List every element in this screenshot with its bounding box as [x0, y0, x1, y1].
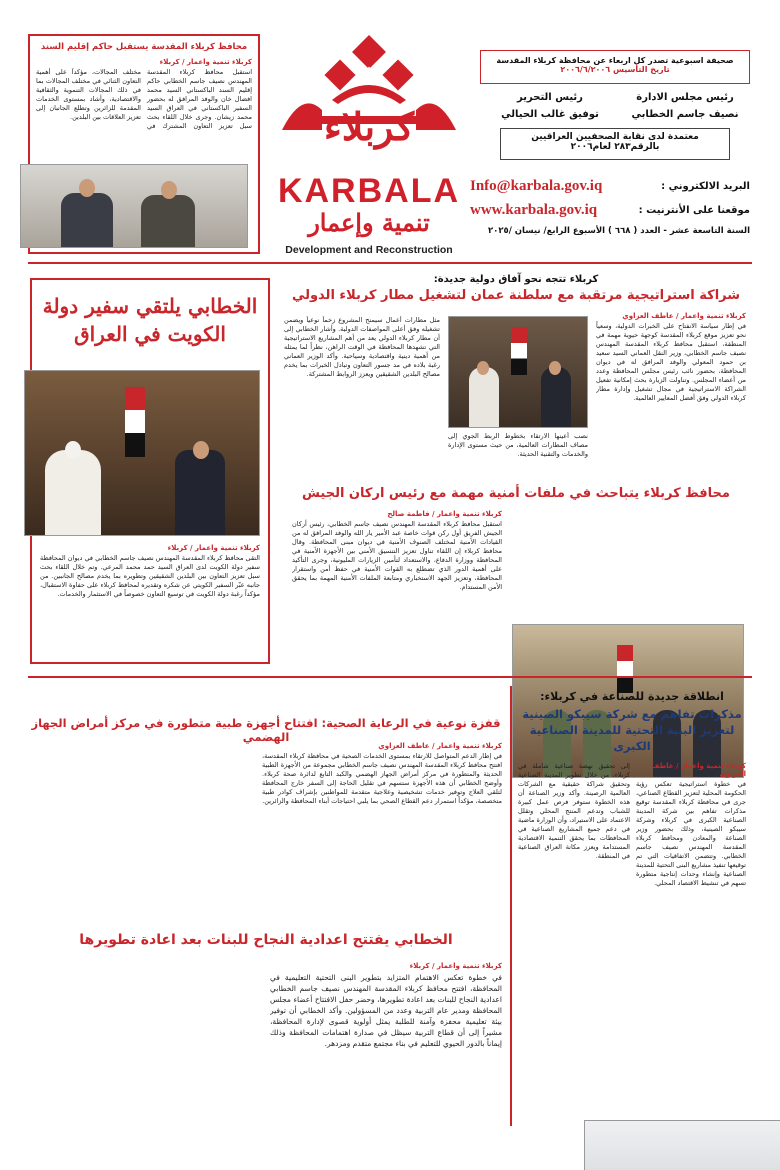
web-label: موقعنا على الأنترنيت : — [638, 205, 750, 216]
medical-body: في إطار الدعم المتواصل للارتقاء بمستوى الخدمات الصحية في محافظة كربلاء المقدسة، افتتح محافظ كربلاء المقدسة المهندس نصيف جاسم الخطابي مجموعة من الأجهزة الطبية الحديثة والمتطورة في مركز أمراض الجهاز الهضمي والكبد التابع لدائرة صحة كربلاء. وأوضح الخطابي أن هذه الأجهزة ستسهم في تقليل الحاجة إلى السفر خارج المحافظة لتلقي العلاج وتوفير خدمات تشخيصية وعلاجية متقدمة للمواطنين بإشراف كوادر طبية متخصصة، مؤكداً استمرار دعم القطاع الصحي بما يلبي احتياجات أبناء المحافظة والزائرين. — [262, 752, 502, 805]
airport-kicker: كربلاء تتجه نحو آفاق دولية جديدة: — [433, 274, 599, 285]
accredited-line2: بالرقم٢٨٣ لعام٢٠٠٦ — [570, 142, 660, 152]
security-title: محافظ كربلاء يتباحث في ملفات أمنية مهمة مع رئيس اركان الجيش — [302, 486, 730, 501]
medical-byline: كربلاء تنمية واعمار / عاطف العزاوي — [378, 742, 502, 750]
medical-title: قفزة نوعية في الرعاية الصحية: افتتاح أجهزة طبية متطورة في مركز أمراض الجهاز الهضمي — [31, 716, 501, 744]
editor-name: توفيق غالب الحيالي — [501, 109, 599, 120]
accredited-line1: معتمدة لدى نقابة الصحفيين العراقيين — [531, 132, 699, 142]
china-title-line2: مذكرات تفاهم مع شركة سيبكو الصينية لتعزيز البنية التحتية للمدينة الصناعية الكبرى — [522, 707, 742, 753]
publication-line2: تاريخ التأسيس ٢٠٠٦/٦/٢٠٠٦ — [560, 65, 670, 74]
email-label: البريد الالكتروني : — [661, 181, 750, 192]
china-body1: في خطوة استراتيجية تعكس رؤية الحكومة المحلية لتعزيز القطاع الصناعي، جرى في محافظة كربلاء المقدسة توقيع مذكرات تفاهم بين شركة المدينة الصناعية الكبرى في كربلاء وشركة سيبكو الصينية، وذلك بحضور وزير الصناعة والمعادن ومحافظ كربلاء المقدسة المهندس نصيف جاسم الخطابي. وتتضمن الاتفاقيات التي تم توقيعها تنفيذ مشاريع البنى التحتية للمدينة الصناعية وإنشاء وحدات إنتاجية متطورة تسهم في تنشيط الاقتصاد المحلي. — [636, 780, 746, 887]
security-byline: كربلاء تنمية واعمار / فاطمة صالح — [387, 510, 502, 518]
sindh-title: محافظ كربلاء المقدسة يستقبل حاكم إقليم السند — [40, 42, 248, 52]
publication-box — [480, 50, 750, 84]
sindh-photo — [20, 164, 248, 248]
medical-col — [262, 742, 502, 912]
mid-divider — [28, 676, 752, 678]
kuwait-photo — [24, 370, 260, 536]
kuwait-byline: كربلاء تنمية واعمار / كربلاء — [167, 544, 260, 552]
china-byline: كربلاء تنمية واعمار / عاطف العزاوي — [651, 762, 746, 778]
web-row — [470, 202, 750, 222]
airport-body1: في إطار سياسة الانفتاح على الخبرات الدولية، وسعياً نحو تعزيز موقع كربلاء المقدسة كوجهة حيوية مهمة في المنطقة، استقبل محافظ كربلاء المقدسة المهندس نصيف جاسم الخطابي، وزير النقل العماني السيد سعيد بن حمود المعولي والوفد المرافق له في ديوان المحافظة، بحضور نائب رئيس مجلس المحافظة وعدد من أعضاء المجلس. وتناولت الزيارة بحث إمكانية تفعيل الشراكة الاستراتيجية في مجال تشغيل وإدارة مطار كربلاء الدولي وفق أفضل المعايير العالمية. — [596, 322, 746, 402]
school-title: الخطابي يفتتح اعدادية النجاح للبنات بعد اعادة تطويرها — [79, 932, 453, 948]
medical-photo — [584, 1120, 780, 1170]
china-col-right — [636, 762, 746, 1012]
email-link[interactable]: Info@karbala.gov.iq — [470, 178, 603, 194]
chairman-block — [620, 92, 750, 120]
airport-byline: كربلاء تنمية واعمار / عاطف العزاوي — [622, 312, 746, 320]
web-link[interactable]: www.karbala.gov.iq — [470, 202, 598, 218]
kuwait-title: الخطابي يلتقي سفير دولة الكويت في العراق — [42, 294, 258, 346]
airport-caption: نصب أعينها الارتقاء بخطوط الربط الجوي إلى مصاف المطارات العالمية، من حيث مستوى الإدارة والخدمات والتقنية الحديثة. — [448, 432, 588, 458]
publication-line1: صحيفة اسبوعية تصدر كل اربعاء عن محافظة كربلاء المقدسة — [496, 56, 734, 65]
logo-latin: KARBALA — [277, 172, 461, 210]
security-body: استقبل محافظ كربلاء المقدسة المهندس نصيف جاسم الخطابي، رئيس أركان الجيش الفريق أول ركن قوات خاصة عبد الأمير يار الله والوفد المرافق له من القيادات الأمنية لمختلف الصنوف الأمنية في ديوان مبنى المحافظة. وقال محافظ كربلاء إن اللقاء تناول تعزيز التنسيق الأمني بين الأجهزة الأمنية في المحافظة ووزارة الدفاع، والاستعداد لتأمين الزيارات المليونية، وجرى التأكيد على أهمية الدور الذي تضطلع به القوات الأمنية في حفظ أمن واستقرار المحافظة، وتعزيز الجهد الاستخباري ومتابعة الملفات الأمنية المهمة بما يحقق الأمن المستدام. — [292, 520, 502, 591]
kuwait-box — [30, 278, 270, 664]
airport-photo — [448, 316, 588, 428]
issue-line: السنة التاسعة عشر - العدد ( ٦٦٨ ) الأسبوع الرابع/ نيسان /٢٠٢٥ — [487, 226, 750, 236]
logo-arabic: كربلاء — [323, 104, 415, 149]
masthead-divider — [28, 262, 752, 264]
security-col — [292, 510, 502, 670]
logo-subtitle-en: Development and Reconstruction — [285, 244, 453, 256]
karbala-logo — [262, 30, 476, 260]
sindh-byline: كربلاء تنمية واعمار / كربلاء — [159, 58, 252, 66]
school-body: في خطوة تعكس الاهتمام المتزايد بتطوير البنى التحتية التعليمية في المحافظة، افتتح محافظ كربلاء المقدسة المهندس نصيف جاسم الخطابي اعدادية النجاح للبنات بعد اعادة تطويرها، وحضر حفل الافتتاح أعضاء مجلس المحافظة ومدير عام التربية وعدد من المسؤولين. وأكد الخطابي أن توفير بيئة تعليمية محفزة وآمنة للطلبة يمثل أولوية قصوى لإدارة المحافظة، مشيراً إلى أن قطاع التربية سيظل في صدارة اهتمامات المحافظة وذلك إيماناً بالدور الحيوي للتعليم في بناء مجتمع متقدم ومزدهر. — [270, 973, 502, 1048]
airport-body2: مثل مطارات أعمال سيمنح المشروع زخماً نوعياً ويضمن تشغيله وفق أعلى المواصفات الدولية. وأشار الخطابي إلى أن مطار كربلاء الدولي يعد من أهم المشاريع الاستراتيجية التي تشهدها المحافظة في الوقت الراهن، نظراً لما يمثله من أهمية دينية واقتصادية وسياحية. وأكد الوزير العماني رغبة بلاده في مد جسور التعاون وتبادل الخبرات بما يخدم مصالح البلدين الشقيقين ويعزز الروابط المشتركة. — [284, 316, 440, 378]
chairman-label: رئيس مجلس الادارة — [636, 92, 734, 103]
school-col — [270, 962, 502, 1122]
sindh-visit-box — [28, 34, 260, 254]
china-frame-left — [510, 686, 512, 1126]
china-body2: إلى تحقيق نهضة صناعية شاملة في كربلاء، من خلال تطوير المدينة الصناعية وتحقيق شراكة حقيقية مع الشركات العالمية الرصينة. وأكد وزير الصناعة أن هذه الخطوة ستوفر فرص عمل كبيرة للشباب وتدعم المنتج المحلي وتقلل الاعتماد على الاستيراد، وأن الوزارة ماضية في دعم جميع المشاريع الصناعية في المحافظات بما يحقق التنمية الاقتصادية المستدامة ويعزز مكانة العراق الصناعية في المنطقة. — [518, 762, 630, 860]
email-row — [470, 178, 750, 198]
logo-subtitle-ar: تنمية وإعمار — [308, 208, 430, 237]
kuwait-body: التقى محافظ كربلاء المقدسة المهندس نصيف جاسم الخطابي في ديوان المحافظة سفير دولة الكويت لدى العراق السيد حمد محمد المرعي. وتم خلال اللقاء بحث سبل تعزيز التعاون بين البلدين الشقيقين وتطويره بما يخدم مصالح الجانبين. من جانبه عبّر السفير الكويتي عن شكره وتقديره لمحافظ كربلاء على حفاوة الاستقبال، مؤكداً رغبة دولة الكويت في توسيع التعاون خصوصاً في الاستثمار والخدمات. — [40, 554, 260, 598]
sindh-body: استقبل محافظ كربلاء المقدسة المهندس نصيف جاسم الخطابي حاكم إقليم السند الباكستاني السيد محمد افضال خان والوفد المرافق له بحضور السفير الباكستاني في العراق السيد محمد زيشان. وجرى خلال اللقاء بحث سبل تعزيز التعاون المشترك في مختلف المجالات، مؤكداً على أهمية التعاون الثنائي في مختلف المجالات بما في ذلك المجالات التنموية والثقافية والاقتصادية، وأشاد بمستوى الخدمات المقدمة للزائرين وتطلع الجانبان إلى تعزيز العلاقات بين البلدين. — [36, 68, 252, 130]
editor-label: رئيس التحرير — [517, 92, 583, 103]
accreditation-box — [500, 128, 730, 160]
china-title-line1: انطلاقة جديدة للصناعة في كربلاء: — [540, 690, 724, 703]
editor-block — [490, 92, 610, 120]
school-byline: كربلاء تنمية واعمار / كربلاء — [409, 962, 502, 970]
airport-title: شراكة استراتيجية مرتقبة مع سلطنة عمان لتشغيل مطار كربلاء الدولي — [291, 288, 741, 303]
chairman-name: نصيف جاسم الخطابي — [631, 109, 739, 120]
airport-col-right — [596, 312, 746, 472]
